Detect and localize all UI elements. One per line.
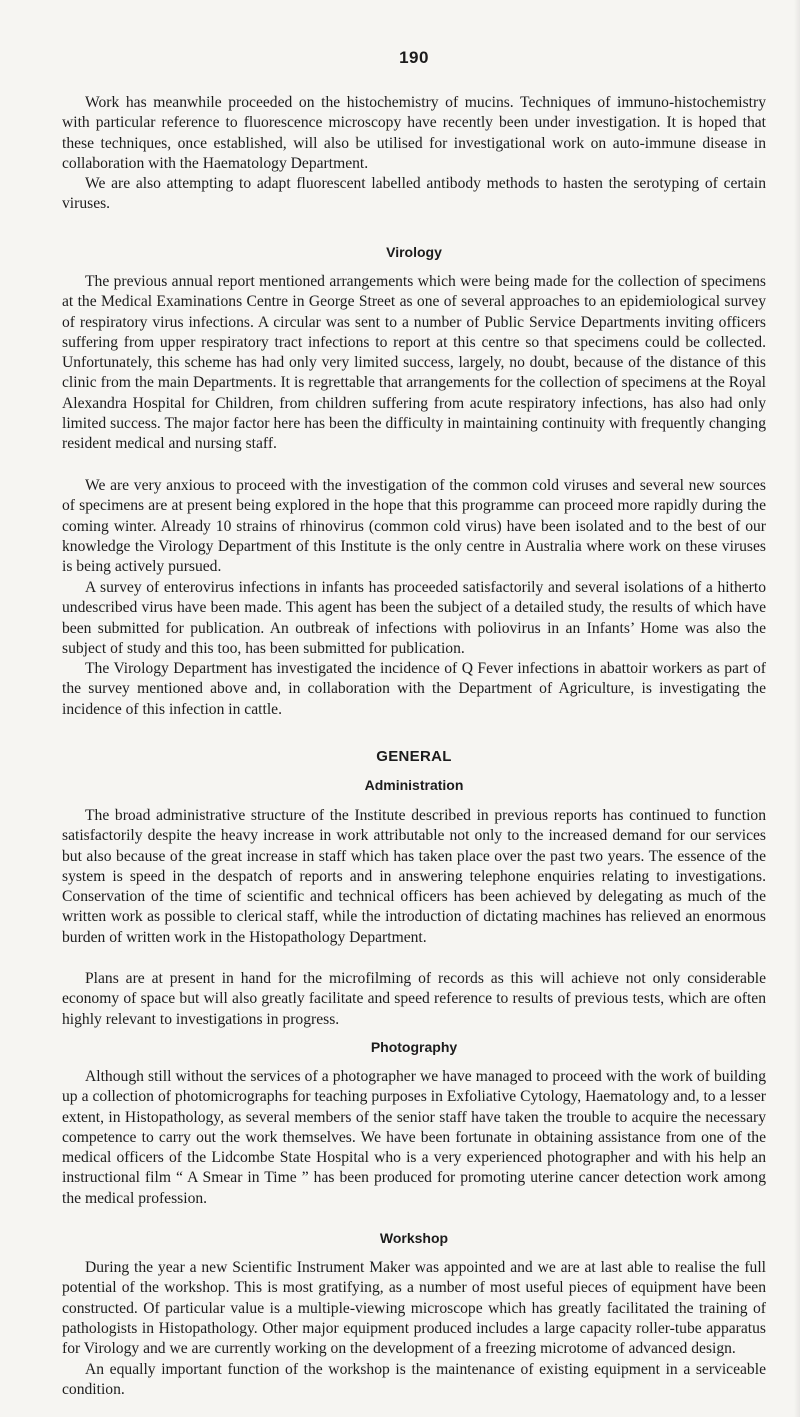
administration-paragraph-1: The broad administrative structure of the Institute described in previous reports has continued to function satisfactorily despite the heavy increase in work attributable not only to the increased demand for our services but also because of the great increase in staff which has taken place over the past two years. The essence of the system is speed in the despatch of reports and in answering telephone enquiries relating to investigations. Conservation of the time of scientific and technical officers has been achieved by delegating as much of the written work as possible to clerical staff, while the introduction of dictating machines has relieved an enormous burden of written work in the Histopathology Department. — [62, 807, 766, 946]
page-number: 190 — [399, 48, 429, 67]
workshop-paragraph-2: An equally important function of the workshop is the maintenance of existing equipment in a serviceable condition. — [62, 1361, 766, 1399]
section-heading-photography: Photography — [370, 1039, 458, 1055]
section-heading-virology: Virology — [386, 244, 442, 260]
virology-paragraph-4: The Virology Department has investigated the incidence of Q Fever infections in abattoir workers as part of the survey mentioned above and, in collaboration with the Department of Agriculture, is investigating the incidence of this infection in cattle. — [62, 660, 766, 718]
administration-paragraph-2: Plans are at present in hand for the microfilming of records as this will achieve not only considerable economy of space but will also greatly facilitate and speed reference to results of previous tests, which are often highly relevant to investigations in progress. — [62, 970, 766, 1028]
intro-paragraph-2: We are also attempting to adapt fluorescent labelled antibody methods to hasten the serotyping of certain viruses. — [62, 175, 766, 213]
intro-paragraph-1: Work has meanwhile proceeded on the histochemistry of mucins. Techniques of immuno-histochemistry with particular reference to fluorescence microscopy have recently been under investigation. It is hoped that these techniques, once established, will also be utilised for investigational work on auto-immune disease in collaboration with the Haematology Department. — [62, 94, 766, 172]
workshop-paragraph-1: During the year a new Scientific Instrument Maker was appointed and we are at last able to realise the full potential of the workshop. This is most gratifying, as a number of most useful pieces of equipment have been constructed. Of particular value is a multiple-viewing microscope which has greatly facilitated the training of pathologists in Histopathology. Other major equipment produced includes a large capacity roller-tube apparatus for Virology and we are currently working on the development of a freezing microtome of advanced design. — [62, 1259, 766, 1358]
section-heading-administration: Administration — [364, 777, 464, 793]
section-heading-workshop: Workshop — [379, 1230, 449, 1246]
photography-paragraph-1: Although still without the services of a photographer we have managed to proceed with the work of building up a collection of photomicrographs for teaching purposes in Exfoliative Cytology, Haematology and, to a lesser extent, in Histopathology, as several members of the senior staff have taken the trouble to acquire the necessary competence to carry out the work themselves. We have been fortunate in obtaining assistance from one of the medical officers of the Lidcombe State Hospital who is a very experienced photographer and with his help an instructional film “ A Smear in Time ” has been produced for promoting uterine cancer detection work among the medical profession. — [62, 1068, 766, 1207]
virology-paragraph-3: A survey of enterovirus infections in infants has proceeded satisfactorily and several isolations of a hitherto undescribed virus have been made. This agent has been the subject of a detailed study, the results of which have been submitted for publication. An outbreak of infections with poliovirus in an Infants’ Home was also the subject of study and this too, has been submitted for publication. — [62, 579, 766, 657]
virology-paragraph-1: The previous annual report mentioned arrangements which were being made for the collection of specimens at the Medical Examinations Centre in George Street as one of several approaches to an epidemiological survey of respiratory virus infections. A circular was sent to a number of Public Service Departments inviting officers suffering from upper respiratory tract infections to report at this centre so that specimens could be collected. Unfortunately, this scheme has had only very limited success, largely, no doubt, because of the distance of this clinic from the main Departments. It is regrettable that arrangements for the collection of specimens at the Royal Alexandra Hospital for Children, from children suffering from acute respiratory infections, has also had only limited success. The major factor here has been the difficulty in maintaining continuity with frequently changing resident medical and nursing staff. — [62, 273, 766, 453]
page-edge-shadow — [794, 0, 800, 1417]
virology-paragraph-2: We are very anxious to proceed with the investigation of the common cold viruses and several new sources of specimens are at present being explored in the hope that this programme can proceed more rapidly during the coming winter. Already 10 strains of rhinovirus (common cold virus) have been isolated and to the best of our knowledge the Virology Department of this Institute is the only centre in Australia where work on these viruses is being actively pursued. — [62, 477, 766, 576]
section-heading-general: GENERAL — [376, 748, 452, 765]
